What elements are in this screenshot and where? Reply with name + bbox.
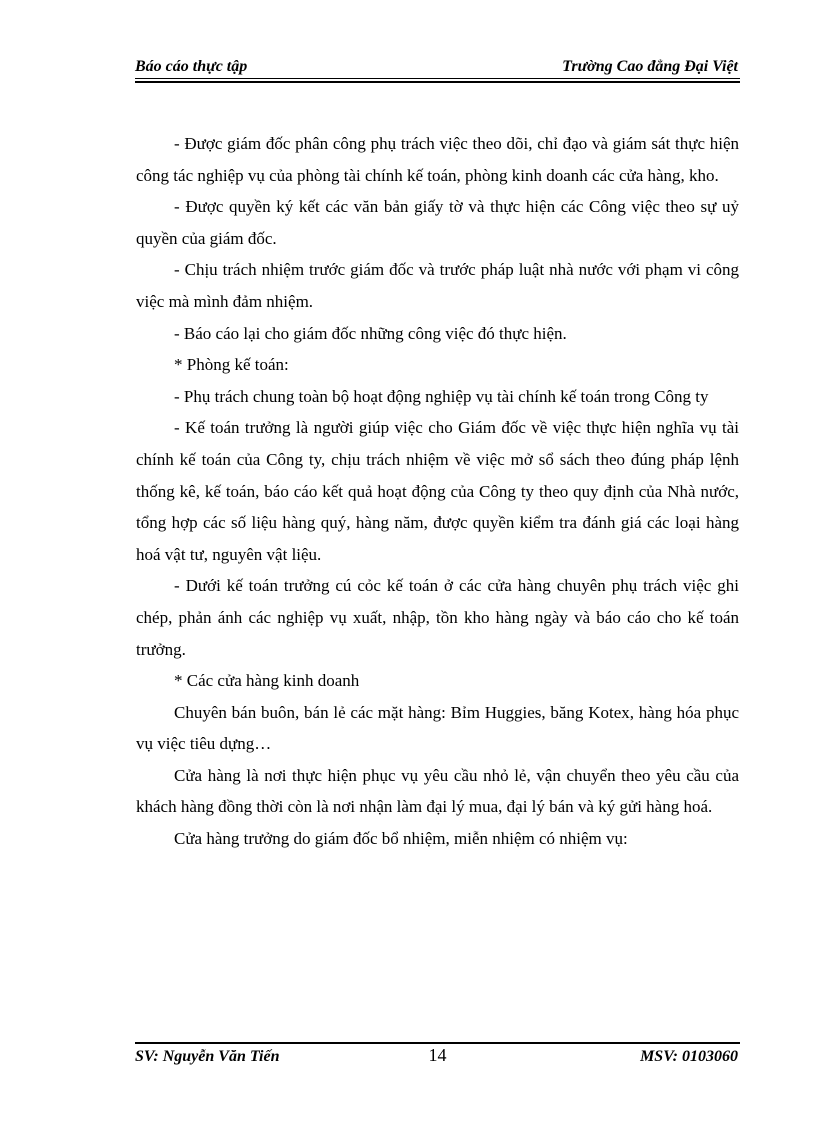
footer-student-id: MSV: 0103060 <box>640 1048 738 1065</box>
document-body <box>136 128 739 855</box>
paragraph-stores-3: Cửa hàng trưởng do giám đốc bổ nhiệm, miễn nhiệm có nhiệm vụ: <box>174 829 628 849</box>
page-number: 14 <box>428 1045 447 1065</box>
paragraph-accounting-1: - Phụ trách chung toàn bộ hoạt động nghiệp vụ tài chính kế toán trong Công ty <box>174 386 709 406</box>
footer-rule <box>135 1042 740 1044</box>
section-heading-stores: * Các cửa hàng kinh doanh <box>174 671 360 691</box>
header-report-title: Báo cáo thực tập <box>135 58 248 75</box>
header-rule <box>135 78 740 79</box>
paragraph-director-duties-3: - Chịu trách nhiệm trước giám đốc và trước pháp luật nhà nước với phạm vi công việc mà mình đảm nhiệm. <box>136 260 739 311</box>
header-rule-thick <box>135 81 740 83</box>
paragraph-accounting-3: - Dưới kế toán trưởng cú cỏc kế toán ở các cửa hàng chuyên phụ trách việc ghi chép, phản ánh các nghiệp vụ xuất, nhập, tồn kho hàng ngày và báo cáo cho kế toán trưởng. <box>136 576 739 659</box>
paragraph-director-duties-2: - Được quyền ký kết các văn bản giấy tờ và thực hiện các Công việc theo sự uỷ quyền của giám đốc. <box>136 197 739 248</box>
footer-student-name: SV: Nguyễn Văn Tiến <box>135 1048 280 1065</box>
section-heading-accounting: * Phòng kế toán: <box>174 355 289 375</box>
paragraph-director-duties-1: - Được giám đốc phân công phụ trách việc theo dõi, chỉ đạo và giám sát thực hiện công tác nghiệp vụ của phòng tài chính kế toán, phòng kinh doanh các cửa hàng, kho. <box>136 134 739 185</box>
header-school-name: Trường Cao đẳng Đại Việt <box>562 58 738 75</box>
paragraph-accounting-2: - Kế toán trưởng là người giúp việc cho Giám đốc về việc thực hiện nghĩa vụ tài chính kế toán của Công ty, chịu trách nhiệm về việc mở sổ sách theo đúng pháp lệnh thống kê, kế toán, báo cáo kết quả hoạt động của Công ty theo quy định của Nhà nước, tổng hợp các số liệu hàng quý, hàng năm, được quyền kiểm tra đánh giá các loại hàng hoá vật tư, nguyên vật liệu. <box>136 418 739 564</box>
paragraph-stores-1: Chuyên bán buôn, bán lẻ các mặt hàng: Bỉm Huggies, băng Kotex, hàng hóa phục vụ việc tiêu dựng… <box>136 702 739 754</box>
page-header <box>135 56 740 80</box>
paragraph-stores-2: Cửa hàng là nơi thực hiện phục vụ yêu cầu nhỏ lẻ, vận chuyển theo yêu cầu của khách hàng đồng thời còn là nơi nhận làm đại lý mua, đại lý bán và ký gửi hàng hoá. <box>136 765 739 817</box>
page-footer <box>135 1042 740 1072</box>
paragraph-director-duties-4: - Báo cáo lại cho giám đốc những công việc đó thực hiện. <box>174 323 567 343</box>
